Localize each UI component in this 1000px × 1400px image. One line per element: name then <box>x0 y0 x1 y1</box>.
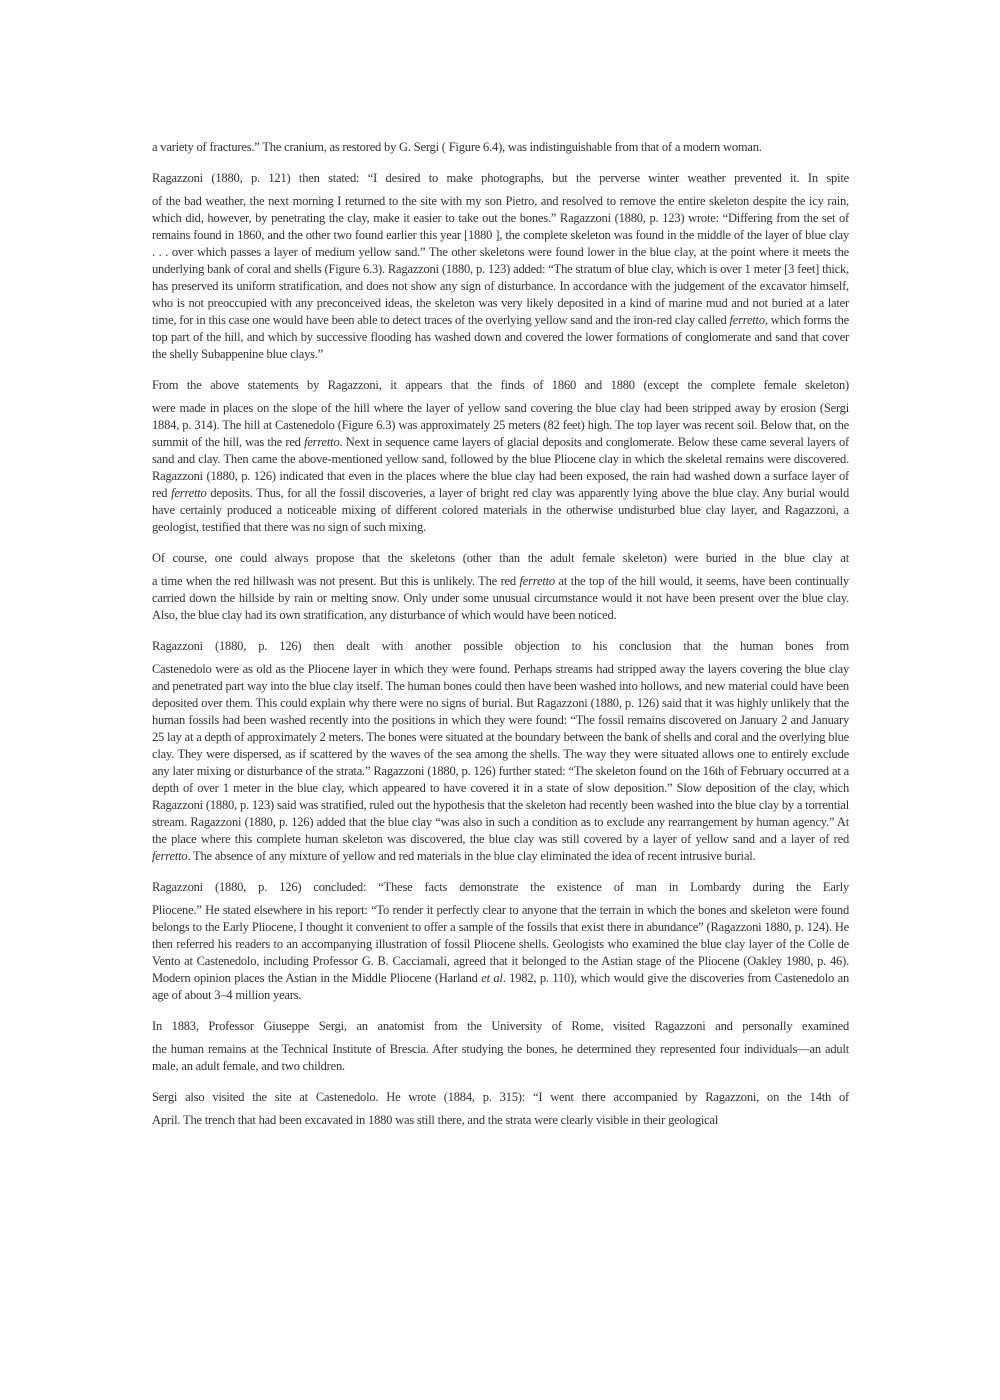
paragraph-8 <box>152 1089 849 1129</box>
paragraph-1-body: a variety of fractures.” The cranium, as restored by G. Sergi ( Figure 6.4), was indistinguishable from that of a modern woman. <box>152 140 762 154</box>
paragraph-4-lead-line: Of course, one could always propose that the skeletons (other than the adult female skeleton) were buried in the blue clay at <box>152 551 849 565</box>
paragraph-6-lead-line: Ragazzoni (1880, p. 126) concluded: “These facts demonstrate the existence of man in Lombardy during the Early <box>152 880 849 894</box>
paragraph-5-lead-line: Ragazzoni (1880, p. 126) then dealt with another possible objection to his conclusion that the human bones from <box>152 639 849 653</box>
paragraph-2-body: of the bad weather, the next morning I returned to the site with my son Pietro, and resolved to remove the entire skeleton despite the icy rain, which did, however, by penetrating the clay, make it easier to take out the bones.” Ragazzoni (1880, p. 123) wrote: “Differing from the set of remains found in 1860, and the other two found earlier this year [1880 ], the complete skeleton was found in the middle of the layer of blue clay . . . over which passes a layer of medium yellow sand.” The other skeletons were found lower in the blue clay, at the point where it meets the underlying bank of coral and shells (Figure 6.3). Ragazzoni (1880, p. 123) added: “The stratum of blue clay, which is over 1 meter [3 feet] thick, has preserved its uniform stratification, and does not show any sign of disturbance. In accordance with the judgement of the excavator himself, who is not preoccupied with any preconceived ideas, the skeleton was very likely deposited in a kind of marine mud and not buried at a later time, for in this case one would have been able to detect traces of the overlying yellow sand and the iron-red clay called ferretto, which forms the top part of the hill, and which by successive flooding has washed down and covered the lower formations of conglomerate and sand that cover the shelly Subappenine blue clays.” <box>152 194 849 361</box>
paragraph-8-lead-line: Sergi also visited the site at Castenedolo. He wrote (1884, p. 315): “I went there accompanied by Ragazzoni, on the 14th of <box>152 1090 849 1104</box>
paragraph-6 <box>152 879 849 1004</box>
paragraph-2-lead-line: Ragazzoni (1880, p. 121) then stated: “I desired to make photographs, but the perverse winter weather prevented it. In spite <box>152 171 849 185</box>
paragraph-7 <box>152 1018 849 1075</box>
paragraph-7-lead-line: In 1883, Professor Giuseppe Sergi, an anatomist from the University of Rome, visited Ragazzoni and personally examined <box>152 1019 849 1033</box>
paragraph-4 <box>152 550 849 624</box>
paragraph-1 <box>152 139 849 156</box>
paragraph-2 <box>152 170 849 363</box>
paragraph-3-lead-line: From the above statements by Ragazzoni, it appears that the finds of 1860 and 1880 (except the complete female skeleton) <box>152 378 849 392</box>
paragraph-5 <box>152 638 849 865</box>
text-column <box>152 139 849 1129</box>
paragraph-3-body: were made in places on the slope of the hill where the layer of yellow sand covering the blue clay had been stripped away by erosion (Sergi 1884, p. 314). The hill at Castenedolo (Figure 6.3) was approximately 25 meters (82 feet) high. The top layer was recent soil. Below that, on the summit of the hill, was the red ferretto. Next in sequence came layers of glacial deposits and conglomerate. Below these came several layers of sand and clay. Then came the above-mentioned yellow sand, followed by the blue Pliocene clay in which the skeletal remains were discovered. Ragazzoni (1880, p. 126) indicated that even in the places where the blue clay had been exposed, the rain had washed down a surface layer of red ferretto deposits. Thus, for all the fossil discoveries, a layer of bright red clay was apparently lying above the blue clay. Any burial would have certainly produced a noticeable mixing of different colored materials in the otherwise undisturbed blue clay layer, and Ragazzoni, a geologist, testified that there was no sign of such mixing. <box>152 401 849 534</box>
paragraph-3 <box>152 377 849 536</box>
paragraph-4-body: a time when the red hillwash was not present. But this is unlikely. The red ferretto at the top of the hill would, it seems, have been continually carried down the hillside by rain or melting snow. Only under some unusual circumstance would it not have been present over the blue clay. Also, the blue clay had its own stratification, any disturbance of which would have been noticed. <box>152 574 849 622</box>
paragraph-5-body: Castenedolo were as old as the Pliocene layer in which they were found. Perhaps streams had stripped away the layers covering the blue clay and penetrated part way into the blue clay itself. The human bones could then have been washed into hollows, and new material could have been deposited over them. This could explain why there were no signs of burial. But Ragazzoni (1880, p. 126) said that it was highly unlikely that the human fossils had been washed recently into the positions in which they were found: “The fossil remains discovered on January 2 and January 25 lay at a depth of approximately 2 meters. The bones were situated at the boundary between the bank of shells and coral and the overlying blue clay. They were dispersed, as if scattered by the waves of the sea among the shells. The way they were situated allows one to entirely exclude any later mixing or disturbance of the strata.” Ragazzoni (1880, p. 126) further stated: “The skeleton found on the 16th of February occurred at a depth of over 1 meter in the blue clay, which appeared to have covered it in a state of slow deposition.” Slow deposition of the clay, which Ragazzoni (1880, p. 123) said was stratified, ruled out the hypothesis that the skeleton had recently been washed into the blue clay by a torrential stream. Ragazzoni (1880, p. 126) added that the blue clay “was also in such a condition as to exclude any rearrangement by human agency.” At the place where this complete human skeleton was discovered, the blue clay was still covered by a layer of yellow sand and a layer of red ferretto. The absence of any mixture of yellow and red materials in the blue clay eliminated the idea of recent intrusive burial. <box>152 662 849 863</box>
paragraph-6-body: Pliocene.” He stated elsewhere in his report: “To render it perfectly clear to anyone that the terrain in which the bones and skeleton were found belongs to the Early Pliocene, I thought it convenient to offer a sample of the fossils that exist there in abundance” (Ragazzoni 1880, p. 124). He then referred his readers to an accompanying illustration of fossil Pliocene shells. Geologists who examined the blue clay layer of the Colle de Vento at Castenedolo, including Professor G. B. Cacciamali, agreed that it belonged to the Astian stage of the Pliocene (Oakley 1980, p. 46). Modern opinion places the Astian in the Middle Pliocene (Harland et al. 1982, p. 110), which would give the discoveries from Castenedolo an age of about 3–4 million years. <box>152 903 849 1002</box>
paragraph-8-body: April. The trench that had been excavated in 1880 was still there, and the strata were clearly visible in their geological <box>152 1113 719 1127</box>
paragraph-7-body: the human remains at the Technical Institute of Brescia. After studying the bones, he determined they represented four individuals—an adult male, an adult female, and two children. <box>152 1042 849 1073</box>
